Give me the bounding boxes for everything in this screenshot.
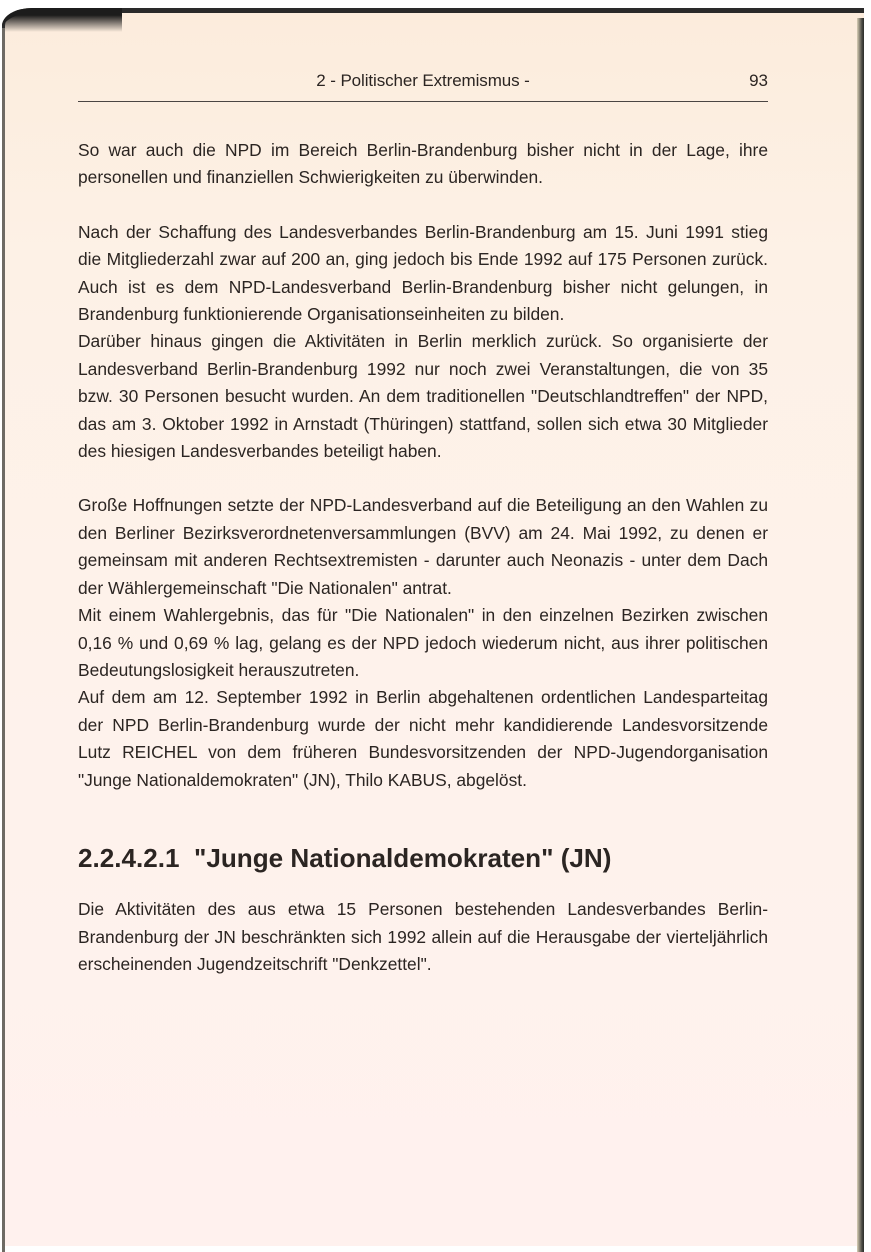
paragraph-2: Nach der Schaffung des Landesverbandes Berlin-Brandenburg am 15. Juni 1991 stieg die Mitgliederzahl zwar auf 200 an, ging jedoch bis Ende 1992 auf 175 Personen zurück. Auch ist es dem NPD-Landesverband Berlin-Brandenburg bisher nicht gelungen, in Brandenburg funktionierende Organisationseinheiten zu bilden. (78, 221, 768, 325)
paragraph-gap (78, 872, 768, 896)
page-right-edge (857, 18, 864, 1252)
page-header (78, 71, 768, 103)
header-divider (78, 101, 768, 102)
paragraph-4: Große Hoffnungen setzte der NPD-Landesverband auf die Beteiligung an den Wahlen zu den Berliner Bezirksverordnetenversammlungen (BVV) am 24. Mai 1992, zu denen er gemeinsam mit anderen Rechtsextremisten - darunter auch Neonazis - unter dem Dach der Wählergemeinschaft "Die Nationalen" antrat. (78, 495, 768, 598)
paragraph-1: So war auch die NPD im Bereich Berlin-Brandenburg bisher nicht in der Lage, ihre personellen und finanziellen Schwierigkeiten zu überwinden. (78, 140, 768, 188)
paragraph-gap (78, 821, 768, 845)
paragraph-3: Darüber hinaus gingen die Aktivitäten in Berlin merklich zurück. So organisierte der Landesverband Berlin-Brandenburg 1992 nur noch zwei Veranstaltungen, die von 35 bzw. 30 Personen besucht wurden. An dem traditionellen "Deutschlandtreffen" der NPD, das am 3. Oktober 1992 in Arnstadt (Thüringen) stattfand, sollen sich etwa 30 Mitglieder des hiesigen Landesverbandes beteiligt haben. (78, 331, 768, 462)
section-heading (78, 842, 768, 873)
running-title: 2 - Politischer Extremismus - (316, 71, 530, 90)
paragraph-6: Auf dem am 12. September 1992 in Berlin abgehaltenen ordentlichen Landesparteitag der NPD Berlin-Brandenburg wurde der nicht mehr kandidierende Landesvorsitzende Lutz REICHEL von dem früheren Bundesvorsitzenden der NPD-Jugendorganisation "Junge Nationaldemokraten" (JN), Thilo KABUS, abgelöst. (78, 687, 768, 790)
page-body (78, 137, 768, 979)
paragraph-5: Mit einem Wahlergebnis, das für "Die Nationalen" in den einzelnen Bezirken zwischen 0,16 % und 0,69 % lag, gelang es der NPD jedoch wiederum nicht, aus ihrer politischen Bedeutungslosigkeit herauszutreten. (78, 605, 768, 680)
section-body: Die Aktivitäten des aus etwa 15 Personen bestehenden Landesverbandes Berlin-Brandenburg der JN beschränkten sich 1992 allein auf die Herausgabe der vierteljährlich erscheinenden Jugendzeitschrift "Denkzettel". (78, 899, 768, 975)
paragraph-gap (78, 794, 768, 821)
paragraph-gap (78, 192, 768, 219)
section-title: "Junge Nationaldemokraten" (JN) (194, 842, 612, 873)
section-number: 2.2.4.2.1 (78, 842, 180, 873)
paragraph-gap (78, 465, 768, 492)
page-number: 93 (749, 71, 768, 90)
page-left-edge (2, 28, 5, 1252)
